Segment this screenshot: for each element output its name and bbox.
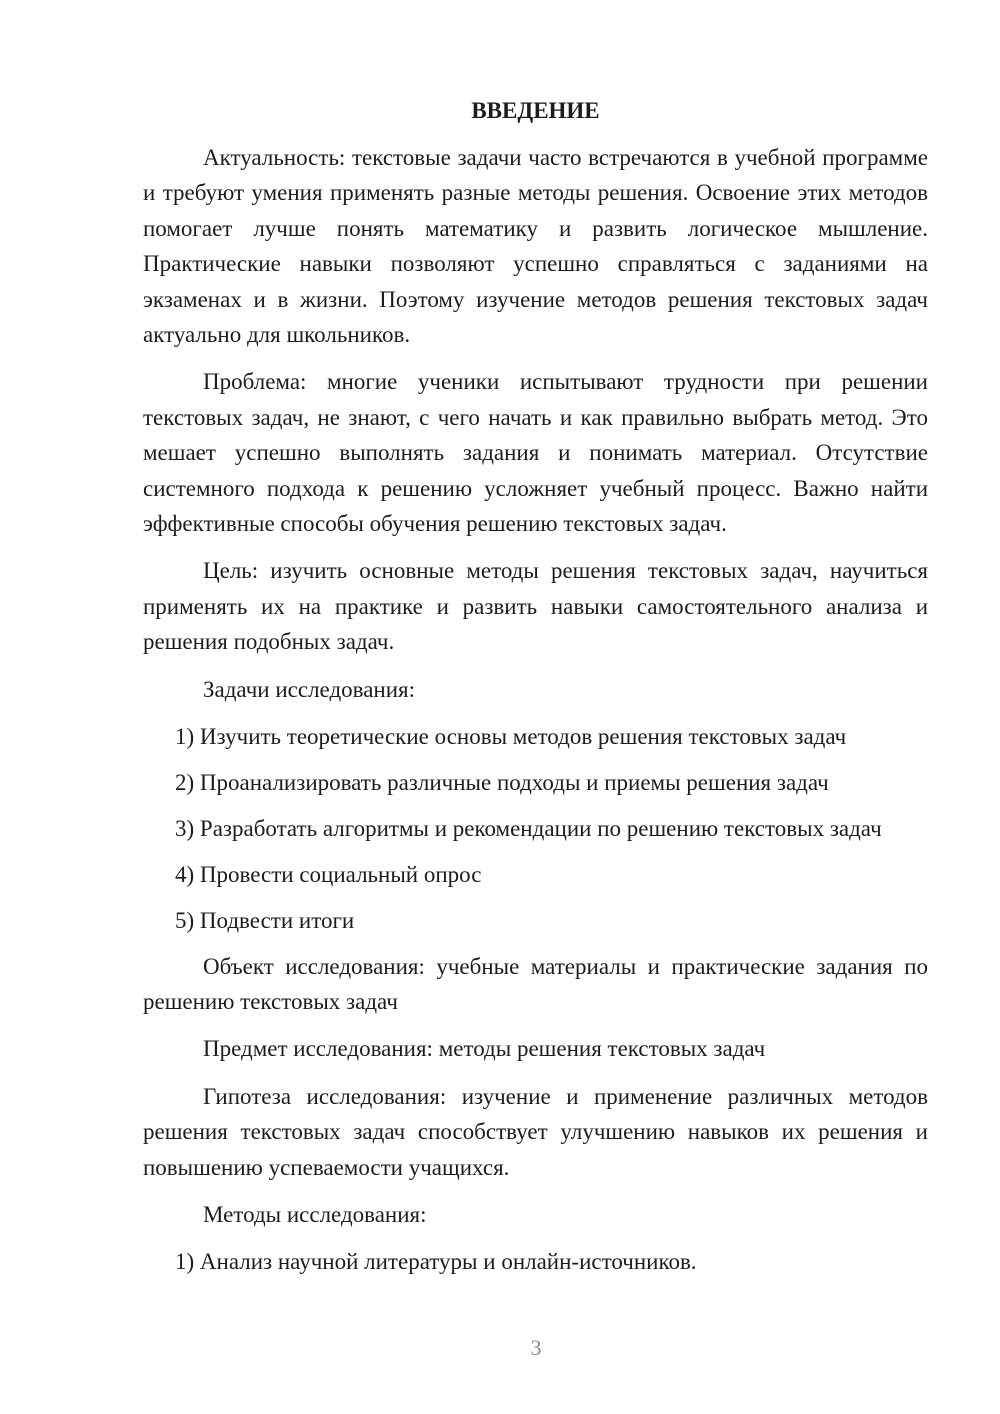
methods-list [143, 1244, 928, 1279]
problem-paragraph: Проблема: многие ученики испытывают трудности при решении текстовых задач, не знают, с чего начать и как правильно выбрать метод. Это мешает успешно выполнять задания и понимать материал. Отсутствие системного подхода к решению усложняет учебный процесс. Важно найти эффективные способы обучения решению текстовых задач. [143, 369, 928, 537]
task-item-4: 4) Провести социальный опрос [175, 861, 482, 887]
methods-heading: Методы исследования: [203, 1202, 427, 1228]
object-paragraph: Объект исследования: учебные материалы и практические задания по решению текстовых задач [143, 953, 928, 1015]
section-heading: ВВЕДЕНИЕ [471, 98, 600, 123]
method-item-1: 1) Анализ научной литературы и онлайн-источников. [175, 1249, 697, 1275]
tasks-list [143, 719, 928, 938]
page-number: 3 [530, 1335, 542, 1360]
page-body [143, 94, 928, 1290]
task-item-1: 1) Изучить теоретические основы методов решения текстовых задач [175, 724, 847, 750]
hypothesis-paragraph: Гипотеза исследования: изучение и применение различных методов решения текстовых задач способствует улучшению навыков их решения и повышению успеваемости учащихся. [143, 1083, 928, 1180]
relevance-paragraph: Актуальность: текстовые задачи часто встречаются в учебной программе и требуют умения применять разные методы решения. Освоение этих методов помогает лучше понять математику и развить логическое мышление. Практические навыки позволяют успешно справляться с заданиями на экзаменах и в жизни. Поэтому изучение методов решения текстовых задач актуально для школьников. [143, 145, 928, 348]
task-item-5: 5) Подвести итоги [175, 907, 355, 933]
tasks-heading: Задачи исследования: [203, 676, 416, 702]
task-item-2: 2) Проанализировать различные подходы и приемы решения задач [175, 770, 829, 795]
subject-paragraph: Предмет исследования: методы решения текстовых задач [203, 1036, 766, 1062]
goal-paragraph: Цель: изучить основные методы решения текстовых задач, научиться применять их на практике и развить навыки самостоятельного анализа и решения подобных задач. [143, 558, 928, 655]
task-item-3: 3) Разработать алгоритмы и рекомендации по решению текстовых задач [175, 815, 882, 841]
